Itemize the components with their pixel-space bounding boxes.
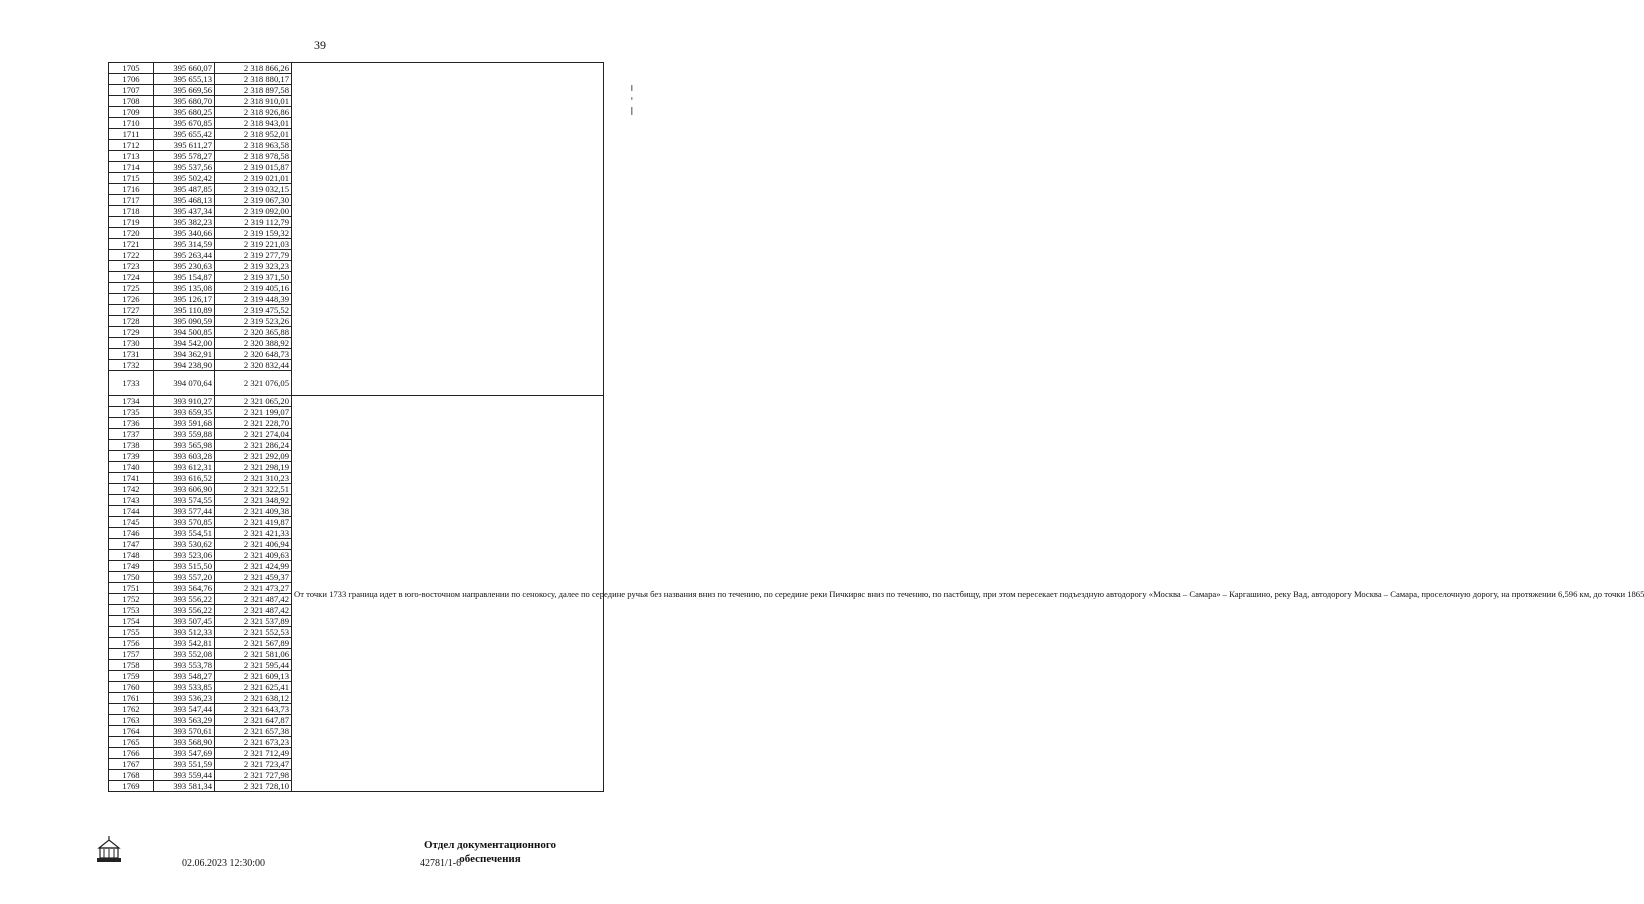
point-number: 1720: [109, 228, 154, 239]
x-coordinate: 395 090,59: [154, 316, 215, 327]
x-coordinate: 395 110,89: [154, 305, 215, 316]
x-coordinate: 393 577,44: [154, 506, 215, 517]
x-coordinate: 393 552,08: [154, 649, 215, 660]
y-coordinate: 2 321 625,41: [215, 682, 292, 693]
x-coordinate: 393 603,28: [154, 451, 215, 462]
table-row: [109, 396, 604, 407]
y-coordinate: 2 321 473,27: [215, 583, 292, 594]
point-number: 1744: [109, 506, 154, 517]
y-coordinate: 2 321 274,04: [215, 429, 292, 440]
point-number: 1760: [109, 682, 154, 693]
point-number: 1747: [109, 539, 154, 550]
x-coordinate: 393 559,44: [154, 770, 215, 781]
point-number: 1763: [109, 715, 154, 726]
x-coordinate: 393 551,59: [154, 759, 215, 770]
x-coordinate: 393 547,69: [154, 748, 215, 759]
x-coordinate: 395 680,70: [154, 96, 215, 107]
x-coordinate: 395 340,66: [154, 228, 215, 239]
x-coordinate: 395 382,23: [154, 217, 215, 228]
x-coordinate: 395 669,56: [154, 85, 215, 96]
point-number: 1737: [109, 429, 154, 440]
y-coordinate: 2 319 112,79: [215, 217, 292, 228]
y-coordinate: 2 321 647,87: [215, 715, 292, 726]
point-number: 1722: [109, 250, 154, 261]
y-coordinate: 2 321 567,89: [215, 638, 292, 649]
point-number: 1709: [109, 107, 154, 118]
y-coordinate: 2 318 880,17: [215, 74, 292, 85]
x-coordinate: 393 530,62: [154, 539, 215, 550]
x-coordinate: 395 135,08: [154, 283, 215, 294]
y-coordinate: 2 318 866,26: [215, 63, 292, 74]
point-number: 1725: [109, 283, 154, 294]
point-number: 1731: [109, 349, 154, 360]
x-coordinate: 393 581,34: [154, 781, 215, 792]
x-coordinate: 393 548,27: [154, 671, 215, 682]
point-number: 1748: [109, 550, 154, 561]
x-coordinate: 395 468,13: [154, 195, 215, 206]
x-coordinate: 393 606,90: [154, 484, 215, 495]
point-number: 1712: [109, 140, 154, 151]
point-number: 1767: [109, 759, 154, 770]
y-coordinate: 2 319 475,52: [215, 305, 292, 316]
scan-edge-marks: [630, 85, 634, 125]
x-coordinate: 393 564,76: [154, 583, 215, 594]
y-coordinate: 2 321 581,06: [215, 649, 292, 660]
point-number: 1710: [109, 118, 154, 129]
y-coordinate: 2 320 365,88: [215, 327, 292, 338]
y-coordinate: 2 321 076,05: [215, 371, 292, 396]
x-coordinate: 393 612,31: [154, 462, 215, 473]
point-number: 1719: [109, 217, 154, 228]
point-number: 1738: [109, 440, 154, 451]
y-coordinate: 2 321 595,44: [215, 660, 292, 671]
y-coordinate: 2 319 523,26: [215, 316, 292, 327]
y-coordinate: 2 321 728,10: [215, 781, 292, 792]
x-coordinate: 393 568,90: [154, 737, 215, 748]
y-coordinate: 2 318 926,86: [215, 107, 292, 118]
x-coordinate: 395 611,27: [154, 140, 215, 151]
x-coordinate: 395 660,07: [154, 63, 215, 74]
x-coordinate: 395 437,34: [154, 206, 215, 217]
x-coordinate: 395 655,42: [154, 129, 215, 140]
point-number: 1723: [109, 261, 154, 272]
x-coordinate: 393 507,45: [154, 616, 215, 627]
point-number: 1718: [109, 206, 154, 217]
point-number: 1754: [109, 616, 154, 627]
point-number: 1714: [109, 162, 154, 173]
y-coordinate: 2 321 286,24: [215, 440, 292, 451]
x-coordinate: 393 523,06: [154, 550, 215, 561]
y-coordinate: 2 320 388,92: [215, 338, 292, 349]
x-coordinate: 393 563,29: [154, 715, 215, 726]
x-coordinate: 393 570,85: [154, 517, 215, 528]
coordinates-table: [108, 62, 1644, 792]
y-coordinate: 2 321 609,13: [215, 671, 292, 682]
y-coordinate: 2 321 657,38: [215, 726, 292, 737]
x-coordinate: 393 570,61: [154, 726, 215, 737]
description-cell-empty: [292, 63, 604, 396]
x-coordinate: 394 542,00: [154, 338, 215, 349]
y-coordinate: 2 321 409,63: [215, 550, 292, 561]
y-coordinate: 2 319 032,15: [215, 184, 292, 195]
point-number: 1741: [109, 473, 154, 484]
y-coordinate: 2 321 310,23: [215, 473, 292, 484]
x-coordinate: 395 126,17: [154, 294, 215, 305]
page-number: 39: [314, 38, 326, 52]
x-coordinate: 393 536,23: [154, 693, 215, 704]
point-number: 1729: [109, 327, 154, 338]
x-coordinate: 393 556,22: [154, 594, 215, 605]
point-number: 1749: [109, 561, 154, 572]
y-coordinate: 2 319 448,39: [215, 294, 292, 305]
x-coordinate: 393 559,88: [154, 429, 215, 440]
x-coordinate: 394 362,91: [154, 349, 215, 360]
point-number: 1706: [109, 74, 154, 85]
x-coordinate: 393 515,50: [154, 561, 215, 572]
x-coordinate: 393 557,20: [154, 572, 215, 583]
y-coordinate: 2 321 228,70: [215, 418, 292, 429]
point-number: 1750: [109, 572, 154, 583]
point-number: 1705: [109, 63, 154, 74]
point-number: 1745: [109, 517, 154, 528]
point-number: 1762: [109, 704, 154, 715]
point-number: 1736: [109, 418, 154, 429]
point-number: 1766: [109, 748, 154, 759]
point-number: 1734: [109, 396, 154, 407]
point-number: 1759: [109, 671, 154, 682]
point-number: 1753: [109, 605, 154, 616]
point-number: 1764: [109, 726, 154, 737]
x-coordinate: 393 512,33: [154, 627, 215, 638]
x-coordinate: 393 547,44: [154, 704, 215, 715]
x-coordinate: 395 487,85: [154, 184, 215, 195]
point-number: 1735: [109, 407, 154, 418]
footer-document-number: 42781/1-6: [420, 858, 462, 869]
y-coordinate: 2 321 638,12: [215, 693, 292, 704]
y-coordinate: 2 321 419,87: [215, 517, 292, 528]
y-coordinate: 2 318 963,58: [215, 140, 292, 151]
y-coordinate: 2 318 897,58: [215, 85, 292, 96]
x-coordinate: 395 263,44: [154, 250, 215, 261]
y-coordinate: 2 320 648,73: [215, 349, 292, 360]
y-coordinate: 2 321 424,99: [215, 561, 292, 572]
point-number: 1711: [109, 129, 154, 140]
point-number: 1733: [109, 371, 154, 396]
y-coordinate: 2 319 021,01: [215, 173, 292, 184]
point-number: 1717: [109, 195, 154, 206]
y-coordinate: 2 318 943,01: [215, 118, 292, 129]
x-coordinate: 394 070,64: [154, 371, 215, 396]
point-number: 1730: [109, 338, 154, 349]
point-number: 1724: [109, 272, 154, 283]
point-number: 1715: [109, 173, 154, 184]
point-number: 1743: [109, 495, 154, 506]
point-number: 1708: [109, 96, 154, 107]
y-coordinate: 2 318 952,01: [215, 129, 292, 140]
y-coordinate: 2 321 292,09: [215, 451, 292, 462]
x-coordinate: 395 578,27: [154, 151, 215, 162]
footer-department-line2: обеспечения: [459, 853, 521, 865]
point-number: 1726: [109, 294, 154, 305]
x-coordinate: 395 680,25: [154, 107, 215, 118]
y-coordinate: 2 318 978,58: [215, 151, 292, 162]
footer-timestamp: 02.06.2023 12:30:00: [182, 858, 266, 869]
y-coordinate: 2 321 727,98: [215, 770, 292, 781]
x-coordinate: 393 553,78: [154, 660, 215, 671]
point-number: 1746: [109, 528, 154, 539]
point-number: 1716: [109, 184, 154, 195]
y-coordinate: 2 319 067,30: [215, 195, 292, 206]
y-coordinate: 2 319 221,03: [215, 239, 292, 250]
point-number: 1769: [109, 781, 154, 792]
point-number: 1755: [109, 627, 154, 638]
point-number: 1732: [109, 360, 154, 371]
y-coordinate: 2 321 409,38: [215, 506, 292, 517]
point-number: 1728: [109, 316, 154, 327]
footer-department-line1: Отдел документационного: [423, 839, 557, 851]
x-coordinate: 393 616,52: [154, 473, 215, 484]
x-coordinate: 393 910,27: [154, 396, 215, 407]
y-coordinate: 2 321 199,07: [215, 407, 292, 418]
point-number: 1751: [109, 583, 154, 594]
x-coordinate: 393 556,22: [154, 605, 215, 616]
y-coordinate: 2 321 487,42: [215, 605, 292, 616]
x-coordinate: 395 230,63: [154, 261, 215, 272]
y-coordinate: 2 321 065,20: [215, 396, 292, 407]
y-coordinate: 2 321 552,53: [215, 627, 292, 638]
point-number: 1758: [109, 660, 154, 671]
duma-logo-icon: [96, 834, 122, 864]
x-coordinate: 393 591,68: [154, 418, 215, 429]
x-coordinate: 395 655,13: [154, 74, 215, 85]
point-number: 1756: [109, 638, 154, 649]
point-number: 1761: [109, 693, 154, 704]
x-coordinate: 393 542,81: [154, 638, 215, 649]
x-coordinate: 395 314,59: [154, 239, 215, 250]
y-coordinate: 2 321 459,37: [215, 572, 292, 583]
x-coordinate: 393 659,35: [154, 407, 215, 418]
point-number: 1752: [109, 594, 154, 605]
x-coordinate: 395 154,87: [154, 272, 215, 283]
y-coordinate: 2 319 015,87: [215, 162, 292, 173]
x-coordinate: 395 670,85: [154, 118, 215, 129]
y-coordinate: 2 319 371,50: [215, 272, 292, 283]
y-coordinate: 2 321 406,94: [215, 539, 292, 550]
x-coordinate: 394 500,85: [154, 327, 215, 338]
x-coordinate: 394 238,90: [154, 360, 215, 371]
y-coordinate: 2 321 712,49: [215, 748, 292, 759]
point-number: 1707: [109, 85, 154, 96]
x-coordinate: 395 502,42: [154, 173, 215, 184]
boundary-description: От точки 1733 граница идет в юго-восточном направлении по сенокосу, далее по середине ручья без названия вниз по течению, по середине реки Пичкиряс вниз по течению, по пастбищу, при этом пересекает подъездную автодорогу «Москва – Самара» – Каргашино, реку Вад, автодорогу Москва – Самара, проселочную дорогу, на протяжении 6,596 км, до точки 1865: [292, 396, 604, 792]
y-coordinate: 2 321 348,92: [215, 495, 292, 506]
y-coordinate: 2 319 277,79: [215, 250, 292, 261]
y-coordinate: 2 321 487,42: [215, 594, 292, 605]
point-number: 1742: [109, 484, 154, 495]
point-number: 1713: [109, 151, 154, 162]
x-coordinate: 393 574,55: [154, 495, 215, 506]
point-number: 1768: [109, 770, 154, 781]
y-coordinate: 2 321 643,73: [215, 704, 292, 715]
point-number: 1727: [109, 305, 154, 316]
y-coordinate: 2 321 322,51: [215, 484, 292, 495]
point-number: 1739: [109, 451, 154, 462]
x-coordinate: 393 565,98: [154, 440, 215, 451]
y-coordinate: 2 319 323,23: [215, 261, 292, 272]
y-coordinate: 2 321 537,89: [215, 616, 292, 627]
y-coordinate: 2 318 910,01: [215, 96, 292, 107]
y-coordinate: 2 321 421,33: [215, 528, 292, 539]
x-coordinate: 393 533,85: [154, 682, 215, 693]
point-number: 1740: [109, 462, 154, 473]
x-coordinate: 395 537,56: [154, 162, 215, 173]
y-coordinate: 2 319 405,16: [215, 283, 292, 294]
y-coordinate: 2 319 159,32: [215, 228, 292, 239]
y-coordinate: 2 321 298,19: [215, 462, 292, 473]
table-row: [109, 63, 604, 74]
x-coordinate: 393 554,51: [154, 528, 215, 539]
point-number: 1757: [109, 649, 154, 660]
y-coordinate: 2 320 832,44: [215, 360, 292, 371]
point-number: 1721: [109, 239, 154, 250]
point-number: 1765: [109, 737, 154, 748]
y-coordinate: 2 319 092,00: [215, 206, 292, 217]
y-coordinate: 2 321 723,47: [215, 759, 292, 770]
y-coordinate: 2 321 673,23: [215, 737, 292, 748]
